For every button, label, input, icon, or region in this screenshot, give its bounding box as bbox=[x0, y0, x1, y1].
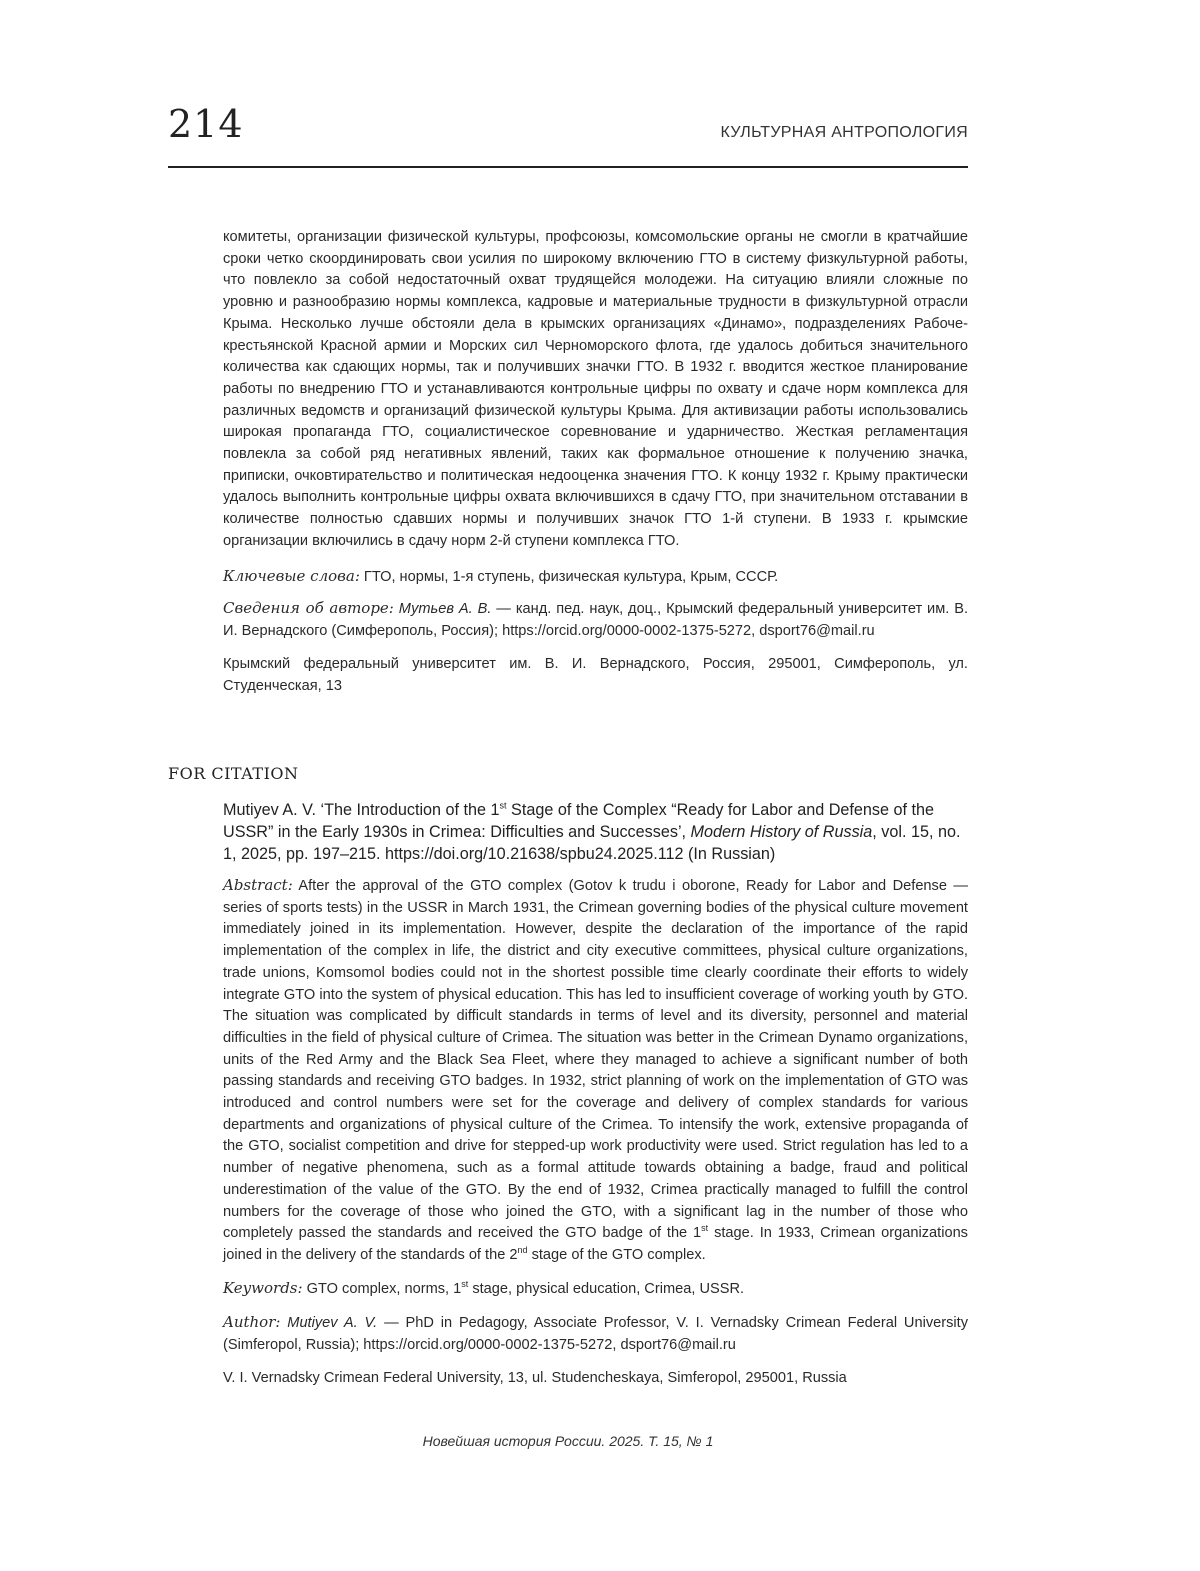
keywords-en-part1: GTO complex, norms, 1 bbox=[302, 1281, 462, 1297]
keywords-en-label: Keywords: bbox=[223, 1279, 303, 1297]
author-ru bbox=[223, 598, 968, 642]
abstract-en-sup2: nd bbox=[517, 1245, 528, 1256]
citation-part1: Mutiyev A. V. ‘The Introduction of the 1 bbox=[223, 801, 500, 819]
citation-journal: Modern History of Russia bbox=[690, 823, 873, 841]
citation-text bbox=[223, 799, 968, 865]
running-head: КУЛЬТУРНАЯ АНТРОПОЛОГИЯ bbox=[720, 124, 968, 141]
keywords-en-part2: stage, physical education, Crimea, USSR. bbox=[468, 1281, 745, 1297]
author-ru-label: Сведения об авторе: bbox=[223, 599, 394, 617]
abstract-en-part3: stage of the GTO complex. bbox=[527, 1246, 706, 1263]
abstract-en-label: Abstract: bbox=[223, 876, 293, 894]
author-en-text: — PhD in Pedagogy, Associate Professor, V. I. Vernadsky Crimean Federal University (Simferopol, Russia); https://orcid.org/0000-0002-1375-5272, dsport76@mail.ru bbox=[223, 1315, 968, 1353]
abstract-en-part2: stage. In 1933, Crimean organizations joined in the delivery of the standards of the 2 bbox=[223, 1225, 968, 1263]
abstract-en-sup1: st bbox=[701, 1223, 709, 1234]
citation-part3: , vol. 15, no. 1, 2025, pp. 197–215. https://doi.org/10.21638/spbu24.2025.112 (In Russian) bbox=[223, 823, 961, 863]
author-ru-name: Мутьев А. В. bbox=[393, 601, 492, 617]
author-en bbox=[223, 1312, 968, 1356]
keywords-ru-text: ГТО, нормы, 1-я ступень, физическая культура, Крым, СССР. bbox=[359, 569, 779, 585]
citation-sup: st bbox=[499, 800, 507, 811]
affiliation-ru: Крымский федеральный университет им. В. И. Вернадского, Россия, 295001, Симферополь, ул. Студенческая, 13 bbox=[223, 656, 968, 694]
header-rule bbox=[168, 166, 968, 168]
author-ru-text: — канд. пед. наук, доц., Крымский федеральный университет им. В. И. Вернадского (Симферополь, Россия); https://orcid.org/0000-0002-1375-5272, dsport76@mail.ru bbox=[223, 601, 968, 639]
keywords-ru-label: Ключевые слова: bbox=[223, 567, 360, 585]
page-number: 214 bbox=[168, 102, 244, 146]
affiliation-en: V. I. Vernadsky Crimean Federal University, 13, ul. Studencheskaya, Simferopol, 295001, Russia bbox=[223, 1370, 847, 1386]
keywords-en bbox=[223, 1278, 968, 1301]
abstract-en-part1: After the approval of the GTO complex (Gotov k trudu i oborone, Ready for Labor and Defense — series of sports tests) in the USSR in March 1931, the Crimean governing bodies of the physical culture movement immediately joined in its implementation. However, despite the declaration of the importance of the rapid implementation of the complex in life, the district and city executive committees, physical culture organizations, trade unions, Komsomol bodies could not in the shortest possible time clearly coordinate their efforts to widely integrate GTO into the system of physical education. This has led to insufficient coverage of working youth by GTO. The situation was complicated by difficult standards in terms of level and its diversity, personnel and material difficulties in the field of physical culture of Crimea. The situation was better in the Crimean Dynamo organizations, units of the Red Army and the Black Sea Fleet, where they managed to achieve a significant number of both passing standards and receiving GTO badges. In 1932, strict planning of work on the implementation of GTO was introduced and control numbers were set for the coverage and delivery of complex standards for various departments and organizations of physical culture of the Crimea. To intensify the work, extensive propaganda of the GTO, socialist competition and drive for stepped-up work productivity were used. Strict regulation has led to a number of negative phenomena, such as a formal attitude towards obtaining a badge, fraud and political underestimation of the value of the GTO. By the end of 1932, Crimea practically managed to fulfill the control numbers for the coverage of those who joined the GTO, with a significant lag in the number of those who completely passed the standards and received the GTO badge of the 1 bbox=[223, 878, 968, 1242]
author-en-label: Author: bbox=[223, 1313, 281, 1331]
author-en-name: Mutiyev A. V. bbox=[280, 1315, 378, 1331]
keywords-ru bbox=[223, 566, 968, 589]
citation-part2: Stage of the Complex “Ready for Labor and Defense of the USSR” in the Early 1930s in Crimea: Difficulties and Successes’, bbox=[223, 801, 934, 841]
abstract-ru: комитеты, организации физической культуры, профсоюзы, комсомольские органы не смогли в кратчайшие сроки четко скоординировать свои усилия по широкому включению ГТО в систему физкультурной работы, что повлекло за собой недостаточный охват трудящейся молодежи. На ситуацию влияли сложные по уровню и разнообразию нормы комплекса, кадровые и материальные трудности в физкультурной отрасли Крыма. Несколько лучше обстояли дела в крымских организациях «Динамо», подразделениях Рабоче-крестьянской Красной армии и Морских сил Черноморского флота, где удалось добиться значительного количества как сдающих нормы, так и получивших значки ГТО. В 1932 г. вводится жесткое планирование работы по внедрению ГТО и устанавливаются контрольные цифры по охвату и сдаче норм комплекса для различных ведомств и организаций физической культуры Крыма. Для активизации работы использовались широкая пропаганда ГТО, социалистическое соревнование и ударничество. Жесткая регламентация повлекла за собой ряд негативных явлений, таких как формальное отношение к получению значка, приписки, очковтирательство и политическая недооценка значения ГТО. К концу 1932 г. Крыму практически удалось выполнить контрольные цифры охвата включившихся в сдачу ГТО, при значительном отставании в количестве полностью сдавших нормы и получивших значок ГТО 1-й ступени. В 1933 г. крымские организации включились в сдачу норм 2-й ступени комплекса ГТО. bbox=[223, 229, 968, 549]
abstract-en bbox=[223, 875, 968, 1267]
citation-heading: FOR CITATION bbox=[168, 764, 299, 783]
keywords-en-sup: st bbox=[461, 1279, 469, 1290]
journal-footer: Новейшая история России. 2025. Т. 15, № 1 bbox=[422, 1433, 714, 1449]
